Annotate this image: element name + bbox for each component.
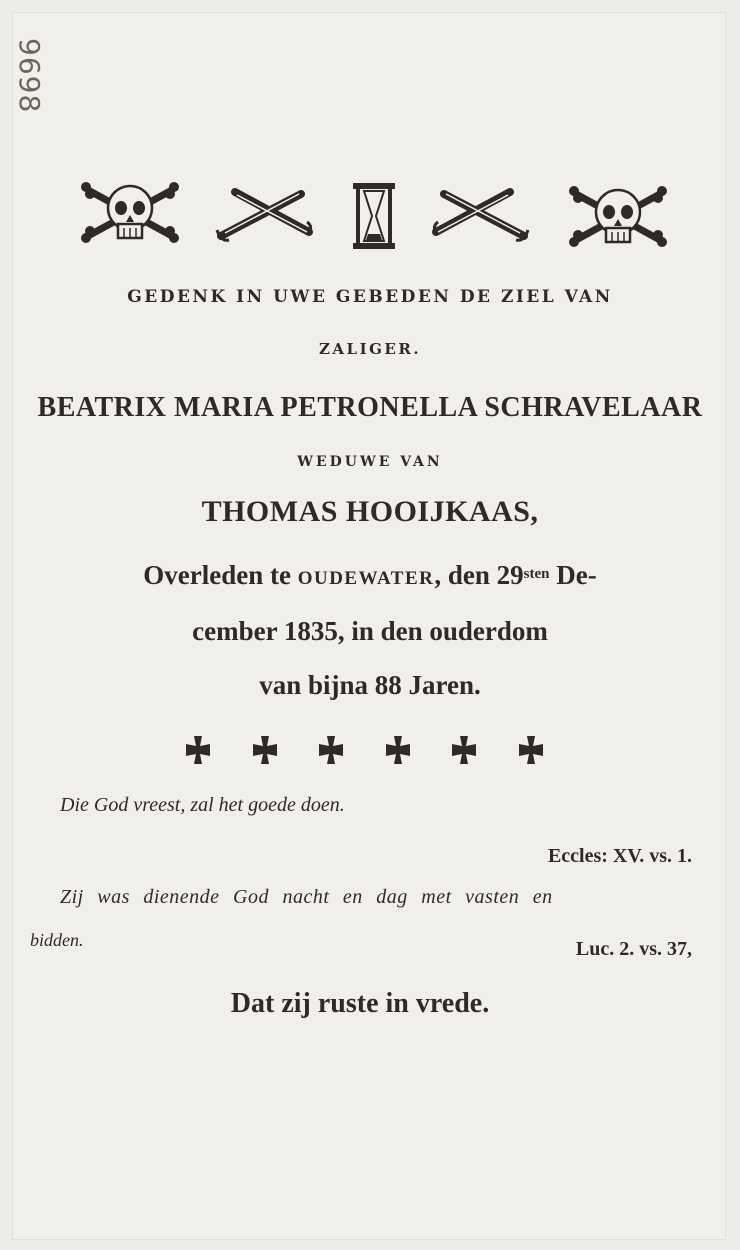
crossed-torches-icon	[215, 186, 315, 242]
verse-2-reference: Luc. 2. vs. 37,	[575, 938, 692, 960]
cross-icon	[182, 734, 214, 766]
spouse-name: THOMAS HOOIJKAAS,	[201, 495, 539, 528]
archive-number: 9698	[13, 38, 46, 114]
death-notice-text-c: De-	[549, 560, 597, 590]
death-notice-line-2: cember 1835, in den ouderdom	[192, 616, 548, 646]
cross-icon	[382, 734, 414, 766]
ordinal-suffix: sten	[523, 566, 550, 582]
death-notice-line-1	[0, 560, 740, 591]
skull-crossbones-icon	[80, 180, 180, 244]
deceased-name: BEATRIX MARIA PETRONELLA SCHRAVELAAR	[37, 392, 703, 423]
death-notice-text-b: , den 29	[434, 560, 524, 590]
verse-2-text-line-1: Zij was dienende God nacht en dag met vasten en	[60, 886, 553, 908]
relation-label: WEDUWE VAN	[297, 454, 443, 470]
verse-1-text: Die God vreest, zal het goede doen.	[60, 794, 345, 816]
verse-1-reference: Eccles: XV. vs. 1.	[547, 845, 692, 867]
cross-divider	[0, 734, 740, 768]
skull-crossbones-icon	[568, 184, 668, 248]
death-notice-text-a: Overleden te	[143, 560, 298, 590]
crossed-torches-icon	[430, 186, 530, 242]
closing-line: Dat zij ruste in vrede.	[230, 988, 490, 1019]
verse-2-text-line-2: bidden.	[30, 930, 84, 950]
death-place: OUDEWATER	[297, 568, 435, 589]
heading-line-2: ZALIGER.	[318, 340, 422, 358]
cross-icon	[249, 734, 281, 766]
cross-icon	[515, 734, 547, 766]
cross-icon	[315, 734, 347, 766]
heading-line-1: GEDENK IN UWE GEBEDEN DE ZIEL VAN	[127, 287, 613, 307]
ornament-row	[0, 176, 740, 256]
hourglass-icon	[352, 182, 396, 250]
cross-icon	[448, 734, 480, 766]
death-notice-line-3: van bijna 88 Jaren.	[259, 670, 481, 700]
